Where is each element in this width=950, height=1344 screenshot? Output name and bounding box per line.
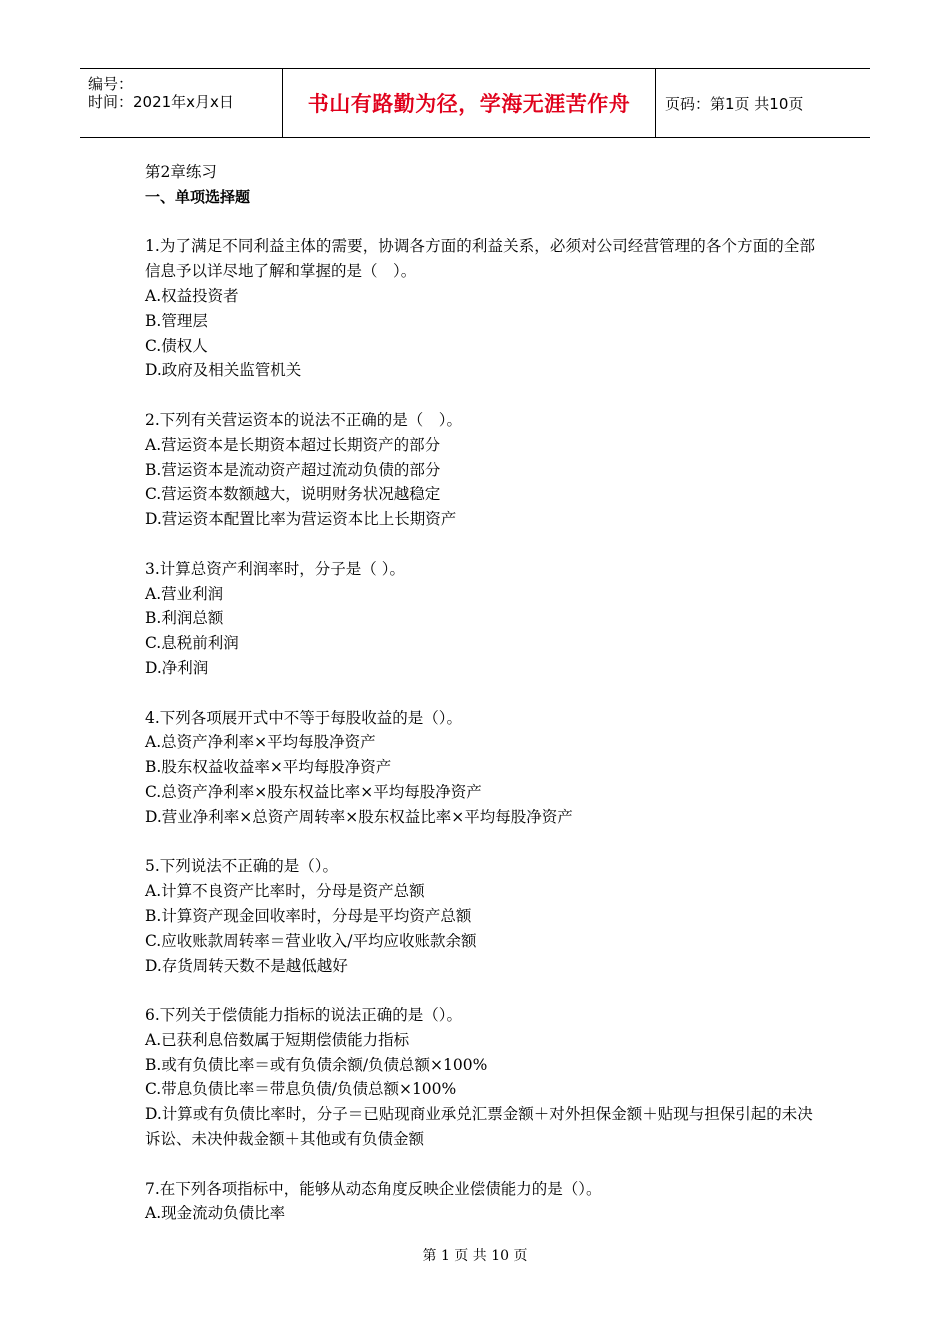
answer-option: D.政府及相关监管机关 xyxy=(145,361,302,380)
header-motto xyxy=(282,69,656,137)
answer-option: C.债权人 xyxy=(145,336,208,355)
answer-option: D.净利润 xyxy=(145,658,209,677)
answer-option: D.营运资本配置比率为营运资本比上长期资产 xyxy=(145,510,457,529)
question-stem: 1.为了满足不同利益主体的需要，协调各方面的利益关系，必须对公司经营管理的各个方面的全部信息予以详尽地了解和掌握的是（ ）。 xyxy=(145,237,815,281)
question-stem: 5.下列说法不正确的是（）。 xyxy=(145,857,339,876)
header-meta xyxy=(80,69,282,137)
chapter-title: 第2章练习 xyxy=(145,163,217,181)
page-info-text: 页码：第1页 共10页 xyxy=(665,94,804,113)
question-item xyxy=(145,557,815,681)
question-stem: 6.下列关于偿债能力指标的说法正确的是（）。 xyxy=(145,1006,463,1025)
answer-option: D.存货周转天数不是越低越好 xyxy=(145,956,348,975)
answer-option: C.应收账款周转率＝营业收入/平均应收账款余额 xyxy=(145,931,477,950)
answer-option: A.计算不良资产比率时，分母是资产总额 xyxy=(145,882,425,901)
question-item xyxy=(145,706,815,830)
answer-option: A.营业利润 xyxy=(145,584,224,603)
answer-option: A.总资产净利率×平均每股净资产 xyxy=(145,733,376,752)
answer-option: B.或有负债比率＝或有负债余额/负债总额×100% xyxy=(145,1055,488,1074)
question-stem: 3.计算总资产利润率时，分子是（ ）。 xyxy=(145,559,405,578)
answer-option: C.营运资本数额越大，说明财务状况越稳定 xyxy=(145,485,441,504)
page-footer xyxy=(0,1245,950,1265)
answer-option: A.权益投资者 xyxy=(145,286,239,305)
question-list xyxy=(145,234,815,1226)
question-stem: 4.下列各项展开式中不等于每股收益的是（）。 xyxy=(145,708,463,727)
motto-text: 书山有路勤为径，学海无涯苦作舟 xyxy=(307,92,631,116)
answer-option: B.股东权益收益率×平均每股净资产 xyxy=(145,758,392,777)
question-item xyxy=(145,854,815,978)
question-item xyxy=(145,408,815,532)
answer-option: B.计算资产现金回收率时，分母是平均资产总额 xyxy=(145,906,472,925)
question-stem: 2.下列有关营运资本的说法不正确的是（ ）。 xyxy=(145,410,463,429)
answer-option: B.管理层 xyxy=(145,311,208,330)
question-item xyxy=(145,1003,815,1152)
answer-option: D.营业净利率×总资产周转率×股东权益比率×平均每股净资产 xyxy=(145,807,573,826)
answer-option: A.现金流动负债比率 xyxy=(145,1204,286,1223)
document-body xyxy=(145,160,815,1251)
page-header xyxy=(80,68,870,138)
footer-page-number: 第 1 页 共 10 页 xyxy=(422,1248,528,1264)
answer-option: D.计算或有负债比率时，分子＝已贴现商业承兑汇票金额＋对外担保金额＋贴现与担保引起的未决诉讼、未决仲裁金额＋其他或有负债金额 xyxy=(145,1105,813,1149)
answer-option: B.利润总额 xyxy=(145,609,224,628)
date-label: 时间：2021年x月x日 xyxy=(88,93,234,111)
section-title: 一、单项选择题 xyxy=(145,187,251,206)
answer-option: A.已获利息倍数属于短期偿债能力指标 xyxy=(145,1030,410,1049)
header-page-info xyxy=(656,69,870,137)
question-stem: 7.在下列各项指标中，能够从动态角度反映企业偿债能力的是（）。 xyxy=(145,1179,602,1198)
answer-option: B.营运资本是流动资产超过流动负债的部分 xyxy=(145,460,441,479)
answer-option: C.带息负债比率＝带息负债/负债总额×100% xyxy=(145,1080,457,1099)
question-item xyxy=(145,234,815,383)
answer-option: C.息税前利润 xyxy=(145,634,239,653)
answer-option: C.总资产净利率×股东权益比率×平均每股净资产 xyxy=(145,782,482,801)
answer-option: A.营运资本是长期资本超过长期资产的部分 xyxy=(145,435,441,454)
number-label: 编号： xyxy=(88,75,134,93)
question-item xyxy=(145,1177,815,1227)
